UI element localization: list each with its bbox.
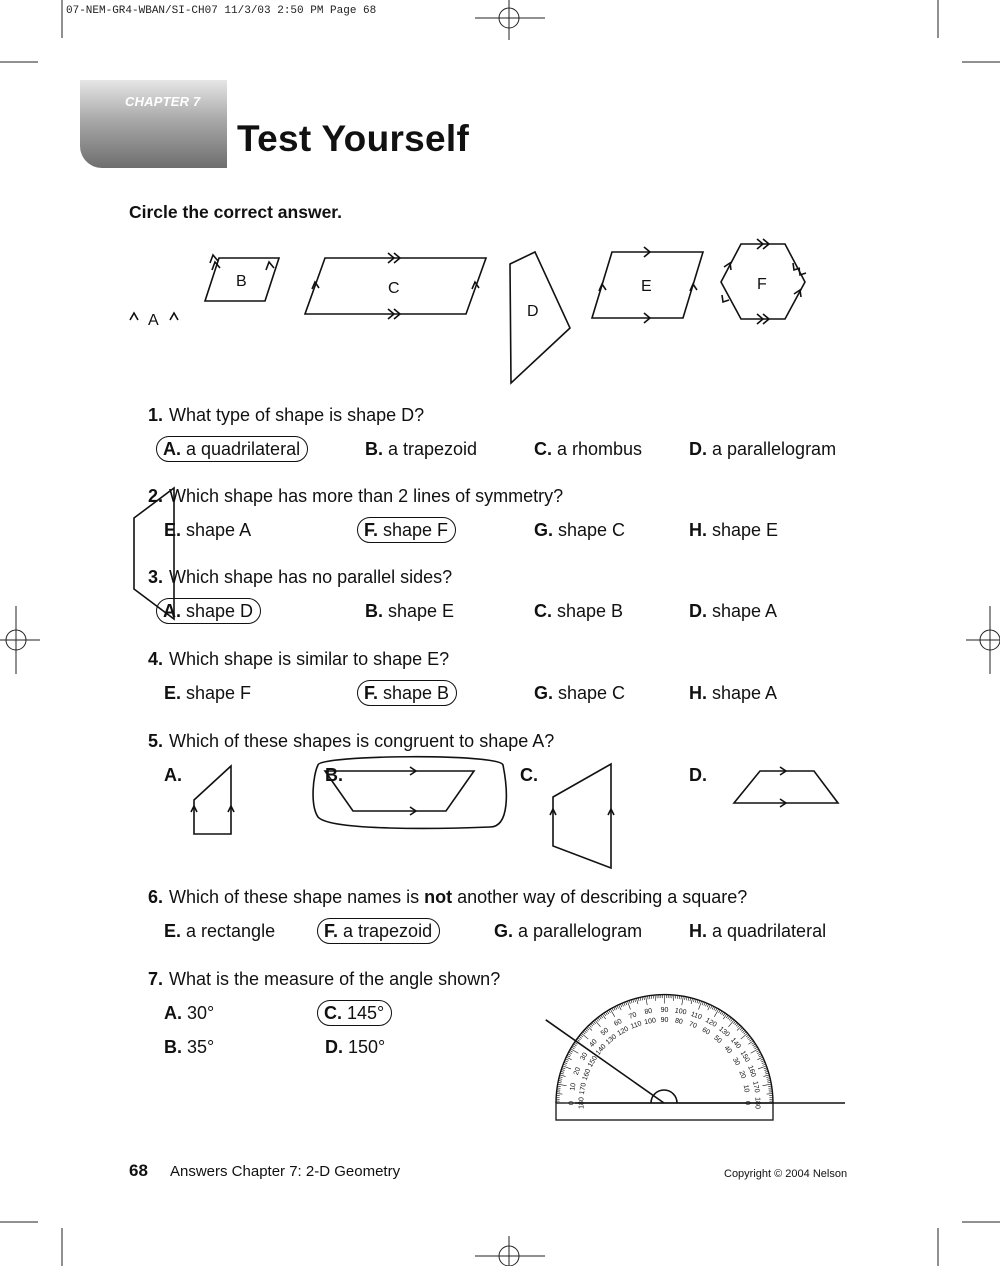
q5-shape-c [550,764,614,868]
answer-circle: A. a quadrilateral [156,436,308,462]
q4-option-e[interactable]: E. shape F [164,683,252,703]
protractor-tick [580,1035,583,1037]
q6-option-h[interactable]: H. a quadrilateral [689,921,827,941]
protractor-tick [579,1036,582,1038]
protractor-tick [558,1084,567,1086]
print-slug: 07-NEM-GR4-WBAN/SI-CH07 11/3/03 2:50 PM Page 68 [66,5,377,17]
question-4: 4. Which shape is similar to shape E? [147,649,450,669]
protractor-inner-label: 0 [743,1101,751,1105]
shape-label-e: E [641,278,652,295]
footer-chapter: Answers Chapter 7: 2-D Geometry [170,1163,401,1180]
protractor-tick [759,1055,762,1057]
protractor-outer-label: 0 [568,1101,576,1105]
protractor-tick [754,1046,757,1048]
protractor [520,990,860,1130]
protractor-tick [760,1059,763,1060]
shape-b [205,255,279,301]
protractor-tick [715,1008,717,1011]
question-5: 5. Which of these shapes is congruent to shape A? [147,731,555,751]
q1-option-a[interactable] [164,439,308,460]
protractor-tick [767,1094,773,1095]
question-6: 6. Which of these shape names is not another way of describing a square? [147,887,748,907]
protractor-tick [753,1044,756,1046]
protractor-tick [729,1018,731,1021]
q4-option-f[interactable] [365,683,457,704]
protractor-tick [592,1022,594,1025]
protractor-tick [568,1054,571,1056]
q3-option-a[interactable] [164,601,261,622]
protractor-tick [719,1010,721,1013]
protractor-tick [586,1028,589,1030]
q5-shape-a [191,766,234,834]
protractor-tick [598,1018,600,1021]
protractor-tick [733,1021,735,1024]
protractor-tick [572,1046,575,1048]
q1-option-c[interactable]: C. a rhombus [534,439,643,459]
protractor-tick [756,1050,759,1052]
protractor-tick [744,1032,747,1034]
question-2: 2. Which shape has more than 2 lines of symmetry? [147,486,564,506]
protractor-tick [596,1019,598,1022]
q3-option-c[interactable]: C. shape B [534,601,624,621]
protractor-tick [728,1016,730,1019]
q4-option-g[interactable]: G. shape C [534,683,626,703]
protractor-tick [752,1042,755,1044]
page-number: 68 [129,1161,148,1180]
protractor-inner-label: 140 [594,1043,608,1057]
protractor-outer-label: 130 [717,1025,731,1039]
protractor-outer-label: 60 [613,1017,624,1028]
protractor-tick [617,1005,619,1008]
protractor-tick [764,1075,770,1077]
protractor-tick [673,995,674,1001]
protractor-tick [751,1049,759,1054]
protractor-tick [757,1052,760,1054]
protractor-tick [655,995,656,1001]
protractor-tick [737,1025,739,1028]
protractor-inner-label: 160 [581,1068,593,1082]
shape-label-a: A [148,312,159,329]
protractor-tick [723,1013,725,1016]
q2-option-g[interactable]: G. shape C [534,520,626,540]
q5-shape-d [734,767,838,807]
q2-option-e[interactable]: E. shape A [164,520,252,540]
protractor-outer-label: 90 [660,1007,669,1014]
protractor-tick [569,1052,572,1054]
protractor-tick [584,1030,587,1032]
protractor-tick [565,1059,568,1060]
protractor-outer-label: 140 [728,1036,742,1051]
protractor-tick [646,996,648,1005]
protractor-outer-label: 170 [751,1080,761,1094]
protractor-tick [735,1022,737,1025]
protractor-tick [747,1036,750,1038]
protractor-outer-label: 160 [746,1064,757,1079]
protractor-tick [731,1019,733,1022]
protractor-outer-label: 30 [579,1051,590,1062]
protractor-inner-label: 120 [616,1025,631,1038]
protractor-tick [749,1039,752,1041]
protractor-outer-label: 40 [588,1038,599,1049]
protractor-tick [609,1010,611,1013]
answer-circle: F. shape F [357,517,456,543]
protractor-tick [762,1084,771,1086]
q2-option-h[interactable]: H. shape E [689,520,779,540]
protractor-tick [593,1021,595,1024]
question-1: 1. What type of shape is shape D? [147,405,425,425]
protractor-tick [585,1029,588,1031]
protractor-tick [567,1055,570,1057]
protractor-tick [571,1047,574,1049]
protractor-tick [746,1035,749,1037]
protractor-tick [758,1054,761,1056]
protractor-tick [726,1015,728,1018]
q5-shapes [0,755,1000,885]
protractor-tick [610,1009,615,1017]
protractor-tick [755,1047,758,1049]
shape-label-b: B [236,273,247,290]
protractor-tick [714,1009,719,1017]
protractor-tick [691,998,693,1004]
protractor-outer-label: 50 [599,1026,611,1038]
q1-option-d[interactable]: D. a parallelogram [689,439,837,459]
shapes-figure [0,235,1000,395]
protractor-inner-label: 10 [741,1084,750,1094]
q5-option-b[interactable]: B. [325,765,343,785]
protractor-tick [722,1012,724,1015]
instruction: Circle the correct answer. [129,202,343,222]
protractor-inner-label: 80 [674,1017,684,1026]
q2-option-f[interactable] [365,520,456,541]
question-3: 3. Which shape has no parallel sides? [147,567,453,587]
shape-f [721,239,806,324]
q4-option-h[interactable]: H. shape A [689,683,778,703]
chapter-label: CHAPTER 7 [125,94,201,109]
protractor-inner-label: 30 [730,1056,741,1067]
protractor-inner-label: 50 [712,1034,723,1045]
protractor-outer-label: 150 [738,1049,751,1064]
protractor-inner-label: 40 [722,1044,733,1056]
shape-label-d: D [527,303,539,320]
protractor-tick [574,1044,577,1046]
protractor-tick [682,996,684,1005]
protractor-inner-label: 100 [643,1017,657,1027]
shape-label-f: F [757,276,767,293]
q3-option-d[interactable]: D. shape A [689,601,778,621]
protractor-outer-label: 110 [689,1010,703,1022]
protractor-tick [604,1013,606,1016]
protractor-tick [601,1015,603,1018]
protractor-inner-label: 150 [587,1054,600,1069]
protractor-outer-label: 20 [572,1066,583,1077]
q5-shape-b [313,757,506,829]
protractor-outer-label: 100 [674,1007,687,1017]
protractor-tick [615,1006,617,1009]
protractor-tick [571,1049,579,1054]
question-7: 7. What is the measure of the angle shown? [147,969,501,989]
protractor-tick [720,1011,722,1014]
protractor-outer-label: 10 [569,1082,578,1092]
answer-circle: C. 145° [317,1000,392,1026]
protractor-tick [714,1007,716,1010]
answer-circle: A. shape D [156,598,261,624]
protractor-inner-label: 90 [660,1017,669,1024]
protractor-tick [712,1006,714,1009]
protractor-tick [741,1029,744,1031]
q6-option-g[interactable]: G. a parallelogram [494,921,643,941]
protractor-tick [636,998,638,1004]
protractor-tick [560,1075,566,1077]
protractor-tick [736,1024,738,1027]
protractor-outer-label: 70 [628,1011,638,1021]
q7-option-b[interactable]: B. 35° [164,1037,215,1057]
protractor-inner-label: 170 [578,1082,588,1096]
shape-e [592,247,703,323]
protractor-tick [589,1025,591,1028]
protractor-tick [556,1094,562,1095]
q6-option-f[interactable] [325,921,440,942]
shape-c [305,253,486,319]
protractor-outer-label: 180 [753,1097,761,1109]
q1-option-b[interactable]: B. a trapezoid [365,439,478,459]
protractor-inner-label: 130 [604,1033,619,1047]
q5-option-c[interactable]: C. [520,765,538,785]
protractor-outer-label: 120 [703,1016,718,1029]
protractor-tick [740,1028,743,1030]
protractor-tick [743,1030,746,1032]
protractor-inner-label: 110 [629,1020,643,1031]
answer-circle: F. shape B [357,680,457,706]
q5-option-a[interactable]: A. [164,765,182,785]
protractor-tick [607,1011,609,1014]
q7-option-c[interactable] [325,1003,392,1024]
q3-option-b[interactable]: B. shape E [365,601,455,621]
shape-d [510,252,570,383]
q7-option-a[interactable]: A. 30° [164,1003,215,1023]
protractor-tick [570,1050,573,1052]
answer-circle: F. a trapezoid [317,918,440,944]
page-title: Test Yourself [237,118,470,159]
protractor-tick [614,1007,616,1010]
copyright: Copyright © 2004 Nelson [724,1168,848,1180]
protractor-tick [711,1005,713,1008]
protractor-tick [583,1032,586,1034]
q6-option-e[interactable]: E. a rectangle [164,921,276,941]
protractor-inner-label: 60 [700,1026,711,1037]
protractor-tick [748,1038,751,1040]
protractor-tick [599,1016,601,1019]
protractor-inner-label: 70 [687,1020,698,1031]
protractor-outer-label: 80 [643,1007,653,1017]
q7-option-d[interactable]: D. 150° [325,1037,386,1057]
q5-option-d[interactable]: D. [689,765,707,785]
protractor-tick [591,1024,593,1027]
protractor-inner-label: 20 [737,1069,747,1080]
protractor-tick [578,1038,581,1040]
protractor-inner-label: 180 [578,1097,586,1109]
protractor-tick [605,1012,607,1015]
shape-label-c: C [388,280,400,297]
protractor-tick [612,1008,614,1011]
